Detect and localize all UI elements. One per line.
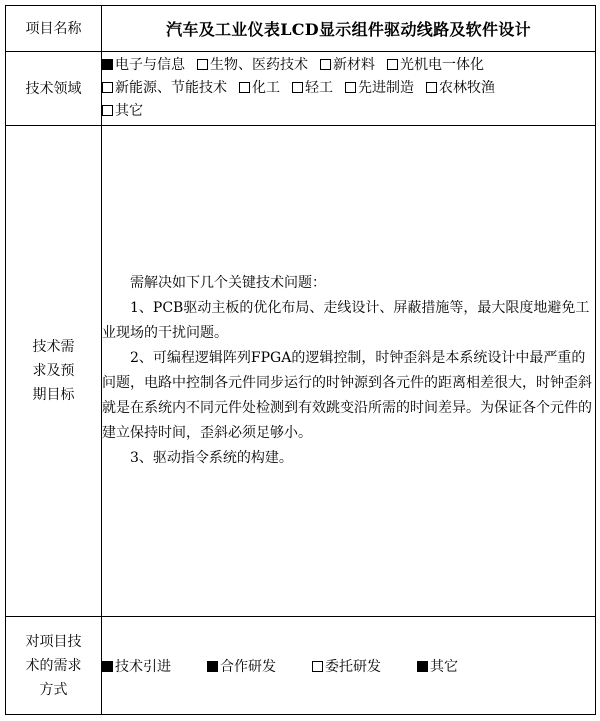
requirements-label: 技术需求及预期目标	[6, 126, 102, 617]
requirements-paragraph: 3、驱动指令系统的构建。	[130, 450, 293, 466]
field-option[interactable]: 电子与信息	[102, 57, 185, 73]
checkbox-icon	[207, 661, 218, 672]
requirements-paragraph: 需解决如下几个关键技术问题：	[130, 275, 326, 291]
checkbox-icon	[417, 661, 428, 672]
row-project-name	[6, 6, 596, 52]
row-tech-field	[6, 52, 596, 126]
checkbox-icon	[239, 82, 250, 93]
checkbox-icon	[312, 661, 323, 672]
field-option[interactable]: 新材料	[320, 57, 375, 73]
field-option[interactable]: 化工	[239, 80, 280, 96]
mode-option[interactable]: 合作研发	[207, 659, 276, 675]
field-option[interactable]: 光机电一体化	[387, 57, 484, 73]
mode-option[interactable]: 技术引进	[102, 659, 171, 675]
requirements-paragraph: 2、可编程逻辑阵列FPGA的逻辑控制，时钟歪斜是本系统设计中最严重的问题，电路中控制各元件同步运行的时钟源到各元件的距离相差很大，时钟歪斜就是在系统内不同元件处检测到有效跳变沿所需的时间差异。为保证各个元件的建立保持时间，歪斜必须足够小。	[102, 350, 592, 441]
checkbox-icon	[387, 59, 398, 70]
checkbox-icon	[426, 82, 437, 93]
requirements-paragraph: 1、PCB驱动主板的优化布局、走线设计、屏蔽措施等，最大限度地避免工业现场的干扰问题。	[102, 300, 590, 341]
mode-option[interactable]: 委托研发	[312, 659, 381, 675]
checkbox-icon	[197, 59, 208, 70]
checkbox-icon	[320, 59, 331, 70]
project-name-value: 汽车及工业仪表LCD显示组件驱动线路及软件设计	[102, 6, 596, 52]
demand-mode-options	[102, 617, 596, 715]
checkbox-icon	[345, 82, 356, 93]
project-form	[5, 5, 596, 715]
field-option[interactable]: 其它	[102, 103, 143, 119]
checkbox-icon	[102, 59, 113, 70]
field-option[interactable]: 轻工	[292, 80, 333, 96]
project-name-label: 项目名称	[6, 6, 102, 52]
demand-mode-label: 对项目技术的需求方式	[6, 617, 102, 715]
tech-field-options	[102, 52, 596, 126]
field-option[interactable]: 先进制造	[345, 80, 414, 96]
checkbox-icon	[102, 82, 113, 93]
mode-option[interactable]: 其它	[417, 659, 458, 675]
row-demand-mode	[6, 617, 596, 715]
checkbox-icon	[102, 105, 113, 116]
field-option[interactable]: 生物、医药技术	[197, 57, 308, 73]
row-requirements	[6, 126, 596, 617]
checkbox-icon	[102, 661, 113, 672]
tech-field-label: 技术领域	[6, 52, 102, 126]
field-option[interactable]: 新能源、节能技术	[102, 80, 227, 96]
field-option[interactable]: 农林牧渔	[426, 80, 495, 96]
requirements-text	[102, 126, 596, 617]
checkbox-icon	[292, 82, 303, 93]
